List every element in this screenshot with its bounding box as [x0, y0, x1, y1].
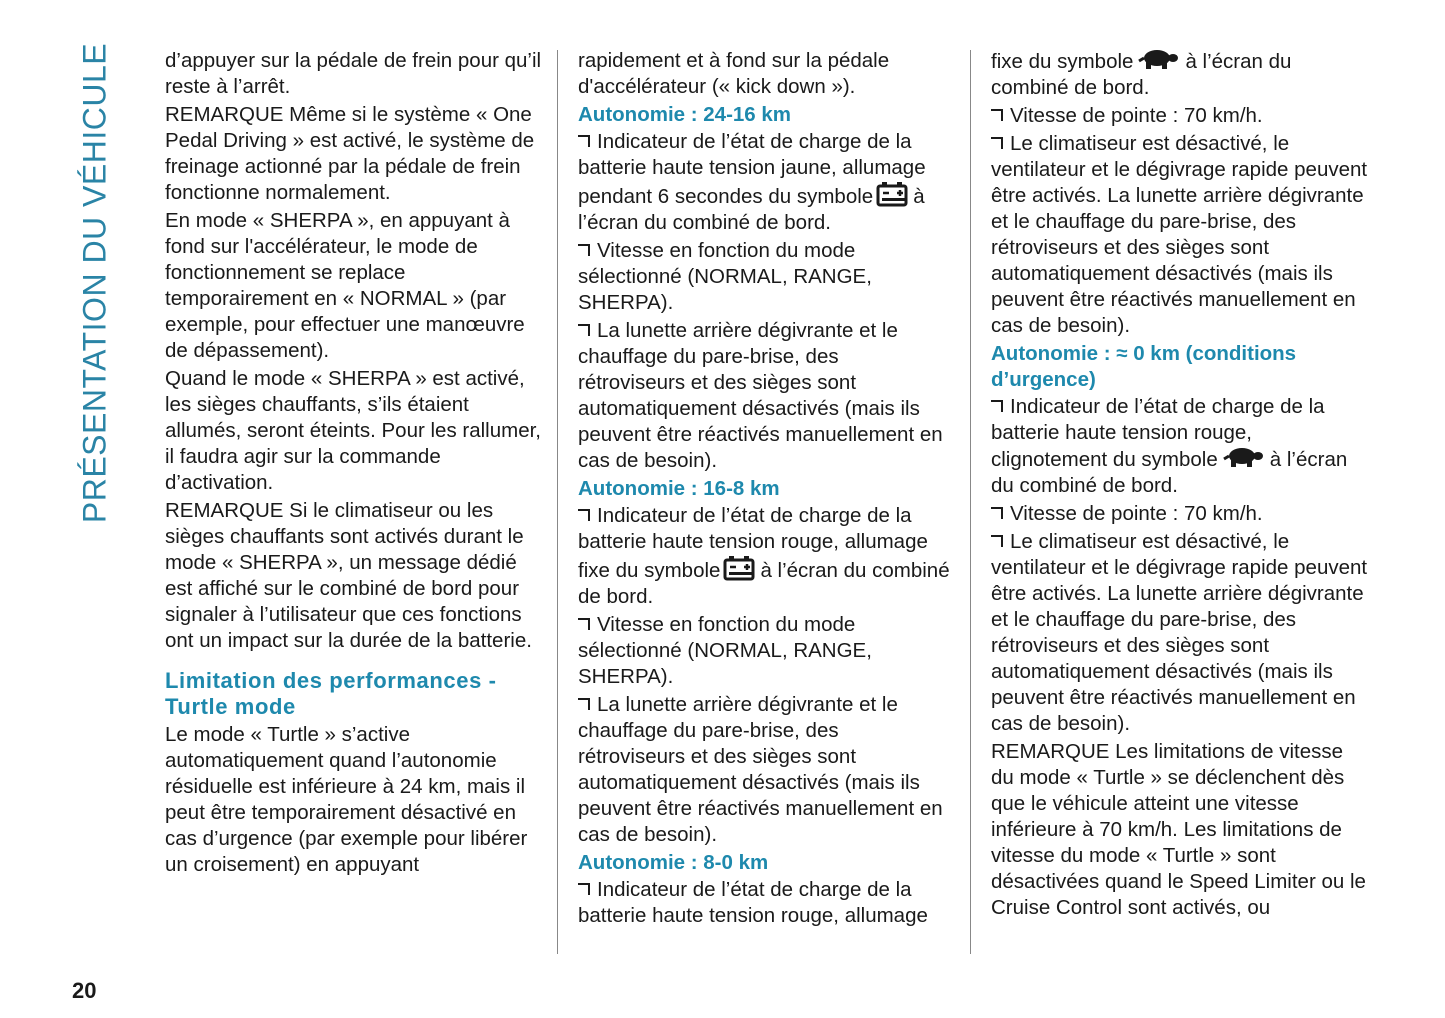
checkbox-bullet-icon — [578, 698, 590, 710]
bullet-text: Vitesse en fonction du mode sélectionné (NORMAL, RANGE, SHERPA). — [578, 613, 872, 688]
bullet-item — [991, 103, 1371, 129]
bullet-item — [991, 529, 1371, 737]
paragraph-text: fixe du symbole — [991, 50, 1134, 73]
bullet-text: Vitesse en fonction du mode sélectionné (NORMAL, RANGE, SHERPA). — [578, 239, 872, 314]
bullet-text: à l’écran du combiné de bord. — [991, 448, 1348, 497]
checkbox-bullet-icon — [578, 244, 590, 256]
paragraph: d’appuyer sur la pédale de frein pour qu’il reste à l’arrêt. — [165, 49, 542, 98]
bullet-text: Le climatiseur est désactivé, le ventilateur et le dégivrage rapide peuvent être activés. La lunette arrière dégivrante et le chauffage du pare-brise, des rétroviseurs et des sièges sont automatiquement désactivés (mais ils peuvent être réactivés manuellement en cas de besoin). — [991, 530, 1368, 735]
checkbox-bullet-icon — [991, 507, 1003, 519]
subheading: Autonomie : 8-0 km — [578, 851, 769, 874]
paragraph-text: à l’écran du combiné de bord. — [991, 50, 1292, 99]
paragraph: Le mode « Turtle » s’active automatiquement quand l’autonomie résiduelle est inférieure à 24 km, mais il peut être temporairement désactivé en cas d’urgence (par exemple pour libérer un croisement) en appuyant — [165, 723, 528, 876]
bullet-text: Vitesse de pointe : 70 km/h. — [1010, 104, 1263, 127]
paragraph: REMARQUE Les limitations de vitesse du mode « Turtle » se déclenchent dès que le véhicule atteint une vitesse inférieure à 70 km/h. Les limitations de vitesse du mode « Turtle » sont désactivées quand le Speed Limiter ou le Cruise Control sont activés, ou — [991, 740, 1366, 919]
bullet-text: Indicateur de l’état de charge de la batterie haute tension rouge, clignotement du symbole — [991, 395, 1325, 471]
column-3 — [991, 48, 1371, 923]
bullet-item — [578, 503, 950, 610]
checkbox-bullet-icon — [578, 883, 590, 895]
battery-warning-icon — [876, 181, 910, 207]
bullet-text: Indicateur de l’état de charge de la batterie haute tension rouge, allumage fixe du symbole — [578, 504, 928, 582]
column-1 — [165, 48, 545, 880]
checkbox-bullet-icon — [578, 618, 590, 630]
bullet-item — [991, 131, 1371, 339]
checkbox-bullet-icon — [991, 137, 1003, 149]
column-divider — [557, 50, 558, 954]
battery-warning-icon — [723, 555, 757, 581]
bullet-item — [578, 129, 950, 236]
checkbox-bullet-icon — [578, 324, 590, 336]
bullet-text: Indicateur de l’état de charge de la batterie haute tension jaune, allumage pendant 6 secondes du symbole — [578, 130, 926, 208]
bullet-item — [578, 612, 950, 690]
bullet-item — [578, 877, 950, 929]
turtle-icon — [1222, 446, 1266, 468]
checkbox-bullet-icon — [578, 509, 590, 521]
bullet-item — [578, 238, 950, 316]
section-heading: Limitation des performances - Turtle mode — [165, 668, 497, 719]
paragraph: Quand le mode « SHERPA » est activé, les sièges chauffants, s’ils étaient allumés, seront éteints. Pour les rallumer, il faudra agir sur la commande d’activation. — [165, 367, 541, 494]
column-divider — [970, 50, 971, 954]
bullet-item — [578, 692, 950, 848]
bullet-item — [991, 394, 1371, 499]
checkbox-bullet-icon — [991, 400, 1003, 412]
paragraph: En mode « SHERPA », en appuyant à fond sur l'accélérateur, le mode de fonctionnement se replace temporairement en « NORMAL » (par exemple, pour effectuer une manœuvre de dépassement). — [165, 209, 525, 362]
side-title-text: PRÉSENTATION DU VÉHICULE — [76, 42, 113, 523]
paragraph: REMARQUE Même si le système « One Pedal Driving » est activé, le système de freinage actionné par la pédale de frein fonctionne normalement. — [165, 103, 535, 204]
paragraph: rapidement et à fond sur la pédale d'accélérateur (« kick down »). — [578, 49, 890, 98]
bullet-text: Indicateur de l’état de charge de la batterie haute tension rouge, allumage — [578, 878, 928, 927]
subheading: Autonomie : 16-8 km — [578, 477, 780, 500]
paragraph — [991, 48, 1371, 101]
checkbox-bullet-icon — [578, 135, 590, 147]
bullet-item — [991, 501, 1371, 527]
bullet-item — [578, 318, 950, 474]
page-number: 20 — [72, 978, 97, 1003]
subheading: Autonomie : 24-16 km — [578, 103, 792, 126]
bullet-text: Le climatiseur est désactivé, le ventilateur et le dégivrage rapide peuvent être activés. La lunette arrière dégivrante et le chauffage du pare-brise, des rétroviseurs et des sièges sont automatiquement désactivés (mais ils peuvent être réactivés manuellement en cas de besoin). — [991, 132, 1368, 337]
column-2 — [578, 48, 950, 931]
bullet-text: à l’écran du combiné de bord. — [578, 185, 925, 234]
checkbox-bullet-icon — [991, 535, 1003, 547]
paragraph: REMARQUE Si le climatiseur ou les sièges chauffants sont activés durant le mode « SHERPA », un message dédié est affiché sur le combiné de bord pour signaler à l’utilisateur que ces fonctions ont un impact sur la durée de la batterie. — [165, 499, 532, 652]
turtle-icon — [1137, 48, 1181, 70]
checkbox-bullet-icon — [991, 109, 1003, 121]
bullet-text: La lunette arrière dégivrante et le chauffage du pare-brise, des rétroviseurs et des sièges sont automatiquement désactivés (mais ils peuvent être réactivés manuellement en cas de besoin). — [578, 693, 943, 846]
bullet-text: La lunette arrière dégivrante et le chauffage du pare-brise, des rétroviseurs et des sièges sont automatiquement désactivés (mais ils peuvent être réactivés manuellement en cas de besoin). — [578, 319, 943, 472]
section-side-title — [60, 40, 130, 525]
bullet-text: à l’écran du combiné de bord. — [578, 559, 950, 608]
bullet-text: Vitesse de pointe : 70 km/h. — [1010, 502, 1263, 525]
subheading: Autonomie : ≈ 0 km (conditions d’urgence) — [991, 342, 1297, 391]
